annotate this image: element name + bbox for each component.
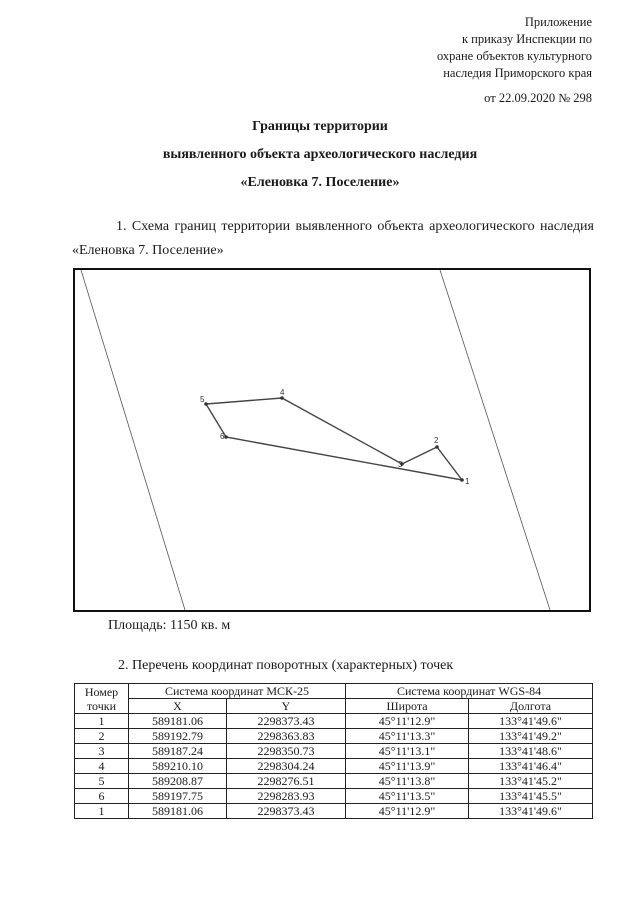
cell-point-number: 6 — [75, 789, 129, 804]
document-title-line: «Еленовка 7. Поселение» — [240, 175, 400, 190]
point-label-5: 5 — [200, 395, 205, 404]
appendix-line: к приказу Инспекции по — [461, 32, 592, 46]
appendix-line: наследия Приморского края — [443, 66, 592, 80]
header-wgs84: Система координат WGS-84 — [346, 684, 593, 699]
cell-y: 2298276.51 — [227, 774, 346, 789]
boundary-point-6 — [224, 435, 228, 439]
cell-longitude: 133°41'49.6" — [469, 804, 593, 819]
cell-y: 2298283.93 — [227, 789, 346, 804]
cell-y: 2298373.43 — [227, 804, 346, 819]
cell-y: 2298350.73 — [227, 744, 346, 759]
appendix-line: охране объектов культурного — [436, 49, 592, 63]
table-subheader-row — [75, 699, 593, 714]
cell-point-number: 1 — [75, 714, 129, 729]
cell-point-number: 3 — [75, 744, 129, 759]
parcel-line-left — [81, 270, 185, 610]
table-row — [75, 774, 593, 789]
header-msk25: Система координат МСК-25 — [129, 684, 346, 699]
cell-latitude: 45°11'13.1" — [346, 744, 469, 759]
cell-x: 589208.87 — [129, 774, 227, 789]
parcel-line-right — [440, 270, 550, 610]
appendix-line: Приложение — [524, 15, 592, 29]
table-row — [75, 714, 593, 729]
section-1-text — [72, 215, 594, 263]
header-point-number-line: Номер — [84, 684, 119, 699]
document-title-line: выявленного объекта археологического наследия — [162, 147, 478, 162]
cell-latitude: 45°11'13.5" — [346, 789, 469, 804]
subheader-x: X — [129, 699, 227, 714]
cell-longitude: 133°41'48.6" — [469, 744, 593, 759]
boundary-point-2 — [435, 445, 439, 449]
subheader-longitude: Долгота — [469, 699, 593, 714]
cell-x: 589181.06 — [129, 804, 227, 819]
boundary-scheme — [73, 268, 591, 612]
cell-longitude: 133°41'45.5" — [469, 789, 593, 804]
cell-longitude: 133°41'46.4" — [469, 759, 593, 774]
appendix-block — [437, 14, 592, 82]
cell-x: 589210.10 — [129, 759, 227, 774]
point-label-4: 4 — [280, 388, 285, 397]
cell-longitude: 133°41'49.6" — [469, 714, 593, 729]
area-label: Площадь: 1150 кв. м — [108, 618, 231, 633]
subheader-y: Y — [227, 699, 346, 714]
cell-point-number: 5 — [75, 774, 129, 789]
boundary-point-5 — [204, 402, 208, 406]
table-body — [75, 714, 593, 819]
table-row — [75, 729, 593, 744]
boundary-point-1 — [460, 478, 464, 482]
cell-x: 589192.79 — [129, 729, 227, 744]
cell-latitude: 45°11'13.9" — [346, 759, 469, 774]
table-row — [75, 804, 593, 819]
coordinates-table — [74, 683, 593, 819]
cell-longitude: 133°41'45.2" — [469, 774, 593, 789]
cell-point-number: 2 — [75, 729, 129, 744]
cell-x: 589197.75 — [129, 789, 227, 804]
cell-y: 2298373.43 — [227, 714, 346, 729]
cell-x: 589181.06 — [129, 714, 227, 729]
order-date: от 22.09.2020 № 298 — [484, 91, 592, 105]
cell-latitude: 45°11'12.9" — [346, 804, 469, 819]
cell-y: 2298304.24 — [227, 759, 346, 774]
cell-point-number: 4 — [75, 759, 129, 774]
scheme-drawing — [75, 270, 589, 610]
table-row — [75, 789, 593, 804]
cell-point-number: 1 — [75, 804, 129, 819]
cell-longitude: 133°41'49.2" — [469, 729, 593, 744]
cell-latitude: 45°11'12.9" — [346, 714, 469, 729]
boundary-polygon — [206, 398, 462, 480]
cell-latitude: 45°11'13.8" — [346, 774, 469, 789]
point-label-2: 2 — [434, 436, 439, 445]
section-1-text-content: 1. Схема границ территории выявленного объекта археологического наследия «Еленовка 7. Поселение» — [72, 219, 594, 258]
cell-x: 589187.24 — [129, 744, 227, 759]
subheader-latitude: Широта — [346, 699, 469, 714]
document-title-line: Границы территории — [252, 119, 388, 134]
point-label-1: 1 — [465, 477, 470, 486]
cell-latitude: 45°11'13.3" — [346, 729, 469, 744]
point-label-6: 6 — [220, 432, 225, 441]
point-label-3: 3 — [398, 460, 403, 469]
header-point-number — [75, 684, 129, 714]
table-row — [75, 759, 593, 774]
section-2-heading: 2. Перечень координат поворотных (характерных) точек — [118, 658, 454, 673]
table-header-row — [75, 684, 593, 699]
header-point-number-line: точки — [86, 698, 117, 713]
table-row — [75, 744, 593, 759]
cell-y: 2298363.83 — [227, 729, 346, 744]
